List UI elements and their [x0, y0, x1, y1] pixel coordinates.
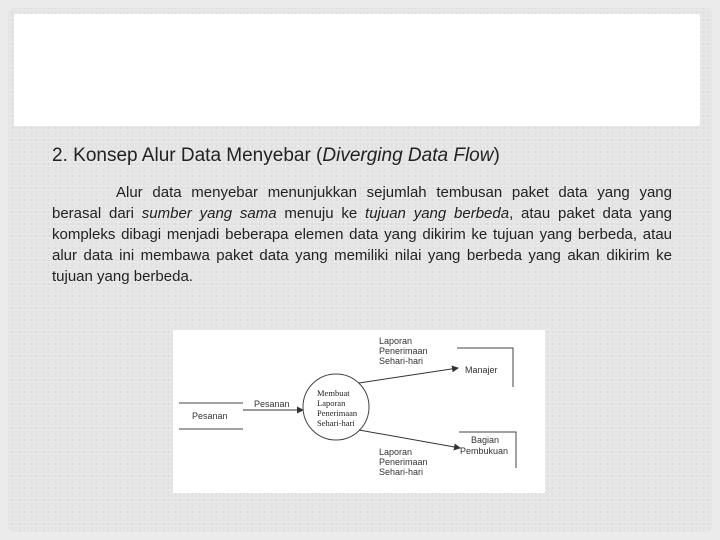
heading-number: 2.	[52, 145, 68, 166]
top-flow-arrow	[359, 368, 458, 383]
bottom-flow-line-1: Laporan	[379, 447, 413, 457]
body-paragraph	[52, 182, 672, 287]
paragraph-part-2: menuju ke	[276, 205, 366, 222]
bottom-flow-line-2: Penerimaan	[379, 457, 428, 467]
section-heading	[52, 145, 692, 167]
paragraph-part-1: Alur data menyebar menunjukkan sejumlah tembusan paket data yang yang berasal dari	[52, 184, 672, 222]
paragraph-italic-1: sumber yang sama	[141, 205, 277, 222]
title-placeholder-band	[14, 14, 700, 126]
heading-title-main: Konsep Alur Data Menyebar (	[73, 145, 323, 166]
paragraph-italic-2: tujuan yang berbeda	[365, 205, 510, 222]
top-flow-line-3: Sehari-hari	[379, 356, 424, 366]
process-line-3: Penerimaan	[317, 408, 358, 418]
diagram-svg	[173, 330, 545, 493]
input-flow-label: Pesanan	[254, 399, 290, 409]
heading-title-italic: Diverging Data Flow	[322, 145, 494, 166]
top-flow-line-2: Penerimaan	[379, 346, 428, 356]
source-store-label: Pesanan	[192, 411, 228, 421]
process-line-2: Laporan	[317, 398, 346, 408]
bottom-flow-line-3: Sehari-hari	[379, 467, 424, 477]
process-line-4: Sehari-hari	[317, 418, 355, 428]
bottom-flow-arrow	[359, 430, 460, 448]
heading-title-close: )	[493, 145, 500, 166]
diverging-data-flow-diagram	[173, 330, 545, 493]
process-line-1: Membuat	[317, 388, 350, 398]
paragraph-part-3: , atau paket data yang kompleks dibagi menjadi beberapa elemen data yang dikirim ke tujuan yang berbeda, atau alur data ini membawa paket data yang memiliki nilai yang berbeda yang akan dikirim ke tujuan yang berbeda.	[52, 205, 673, 285]
bottom-target-line-2: Pembukuan	[460, 446, 509, 456]
top-flow-line-1: Laporan	[379, 336, 413, 346]
bottom-target-line-1: Bagian	[471, 435, 500, 445]
top-target-label: Manajer	[465, 365, 498, 375]
